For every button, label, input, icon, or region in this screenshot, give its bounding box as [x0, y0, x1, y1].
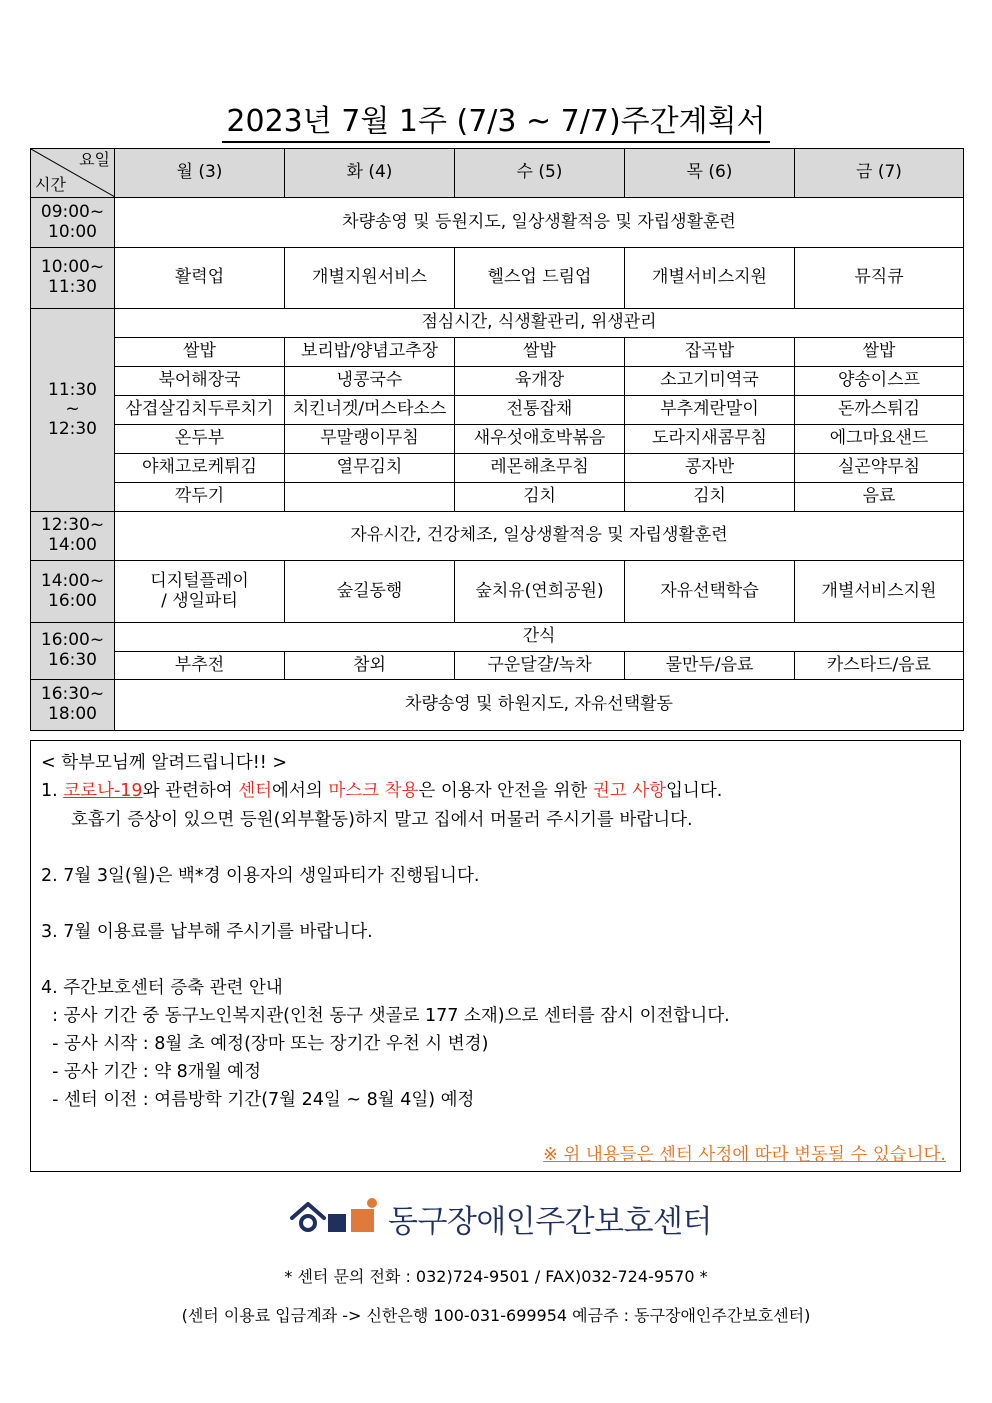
snack-heading: 간식	[115, 623, 964, 652]
notice-box	[30, 740, 961, 1172]
row-0900	[31, 198, 964, 248]
menu-item: 치킨너겟/머스타소스	[285, 396, 455, 425]
snack-item: 카스타드/음료	[795, 652, 964, 680]
menu-item: 쌀밥	[795, 338, 964, 367]
activity-cell: 개별서비스지원	[795, 561, 964, 623]
notice-item-4d: - 센터 이전 : 여름방학 기간(7월 24일 ~ 8월 4일) 예정	[41, 1090, 475, 1110]
snack-row	[31, 652, 964, 680]
activity-cell: 디지털플레이 / 생일파티	[115, 561, 285, 623]
menu-item: 냉콩국수	[285, 367, 455, 396]
corner-day-label: 요일	[79, 150, 110, 169]
page-title: 2023년 7월 1주 (7/3 ~ 7/7)주간계획서	[0, 96, 992, 140]
menu-item: 잡곡밥	[625, 338, 795, 367]
snack-heading-row	[31, 623, 964, 652]
activity-cell: 자유시간, 건강체조, 일상생활적응 및 자립생활훈련	[115, 512, 964, 561]
menu-item: 부추계란말이	[625, 396, 795, 425]
account-info: (센터 이용료 입금계좌 -> 신한은행 100-031-699954 예금주 : 동구장애인주간보호센터)	[181, 1306, 811, 1325]
activity-cell: 개별지원서비스	[285, 248, 455, 309]
day-header-tue: 화 (4)	[285, 149, 455, 198]
row-1400	[31, 561, 964, 623]
menu-item: 돈까스튀김	[795, 396, 964, 425]
activity-cell: 활력업	[115, 248, 285, 309]
notice-item-4a: : 공사 기간 중 동구노인복지관(인천 동구 샛골로 177 소재)으로 센터를 잠시 이전합니다.	[41, 1006, 730, 1026]
header-row	[31, 149, 964, 198]
activity-cell: 차량송영 및 하원지도, 자유선택활동	[115, 680, 964, 731]
menu-item: 양송이스프	[795, 367, 964, 396]
menu-item: 보리밥/양념고추장	[285, 338, 455, 367]
weekly-plan-table	[30, 148, 964, 731]
menu-item: 열무김치	[285, 454, 455, 483]
menu-item: 음료	[795, 483, 964, 512]
menu-item	[285, 483, 455, 512]
activity-cell: 헬스업 드림업	[455, 248, 625, 309]
menu-row	[31, 367, 964, 396]
menu-item: 김치	[455, 483, 625, 512]
menu-item: 에그마요샌드	[795, 425, 964, 454]
corner-time-label: 시간	[35, 174, 66, 194]
notice-item-4c: - 공사 기간 : 약 8개월 예정	[41, 1062, 261, 1082]
menu-item: 육개장	[455, 367, 625, 396]
menu-item: 레몬해초무침	[455, 454, 625, 483]
snack-item: 물만두/음료	[625, 652, 795, 680]
notice-item-3: 3. 7월 이용료를 납부해 주시기를 바랍니다.	[41, 922, 373, 942]
disclaimer: ※ 위 내용들은 센터 사정에 따라 변동될 수 있습니다.	[543, 1145, 946, 1165]
row-1000	[31, 248, 964, 309]
row-1630	[31, 680, 964, 731]
day-header-thu: 목 (6)	[625, 149, 795, 198]
menu-item: 삼겹살김치두루치기	[115, 396, 285, 425]
time-cell: 09:00~ 10:00	[31, 198, 115, 248]
day-header-fri: 금 (7)	[795, 149, 964, 198]
menu-row	[31, 483, 964, 512]
notice-item-1: 1. 코로나-19와 관련하여 센터에서의 마스크 착용은 이용자 안전을 위한 권고 사항입니다.	[41, 781, 723, 801]
center-name: 동구장애인주간보호센터	[388, 1203, 712, 1240]
corner-cell	[31, 149, 115, 198]
menu-item: 새우섯애호박볶음	[455, 425, 625, 454]
menu-item: 북어해장국	[115, 367, 285, 396]
time-cell: 11:30 ~ 12:30	[31, 309, 115, 512]
menu-item: 깍두기	[115, 483, 285, 512]
day-header-mon: 월 (3)	[115, 149, 285, 198]
menu-item: 실곤약무침	[795, 454, 964, 483]
time-cell: 14:00~ 16:00	[31, 561, 115, 623]
snack-item: 참외	[285, 652, 455, 680]
menu-row	[31, 454, 964, 483]
menu-item: 소고기미역국	[625, 367, 795, 396]
menu-item: 도라지새콤무침	[625, 425, 795, 454]
menu-item: 온두부	[115, 425, 285, 454]
lunch-heading: 점심시간, 식생활관리, 위생관리	[115, 309, 964, 338]
menu-row	[31, 425, 964, 454]
activity-cell: 개별서비스지원	[625, 248, 795, 309]
activity-cell: 뮤직큐	[795, 248, 964, 309]
logo-house-icon	[288, 1196, 380, 1240]
menu-row	[31, 396, 964, 425]
time-cell: 12:30~ 14:00	[31, 512, 115, 561]
menu-item: 야채고로케튀김	[115, 454, 285, 483]
activity-cell: 숲길동행	[285, 561, 455, 623]
activity-cell: 숲치유(연희공원)	[455, 561, 625, 623]
lunch-heading-row	[31, 309, 964, 338]
notice-item-4b: - 공사 시작 : 8월 초 예정(장마 또는 장기간 우천 시 변경)	[41, 1034, 489, 1054]
activity-cell: 자유선택학습	[625, 561, 795, 623]
time-cell: 10:00~ 11:30	[31, 248, 115, 309]
menu-item: 쌀밥	[115, 338, 285, 367]
contact-info: * 센터 문의 전화 : 032)724-9501 / FAX)032-724-9570 *	[284, 1267, 708, 1286]
menu-item: 콩자반	[625, 454, 795, 483]
time-cell: 16:00~ 16:30	[31, 623, 115, 680]
notice-item-1-line2: 호흡기 증상이 있으면 등원(외부활동)하지 말고 집에서 머물러 주시기를 바랍니다.	[71, 810, 693, 830]
snack-item: 부추전	[115, 652, 285, 680]
menu-row	[31, 338, 964, 367]
row-1230	[31, 512, 964, 561]
menu-item: 김치	[625, 483, 795, 512]
notice-item-4: 4. 주간보호센터 증축 관련 안내	[41, 978, 283, 998]
menu-item: 쌀밥	[455, 338, 625, 367]
activity-cell: 차량송영 및 등원지도, 일상생활적응 및 자립생활훈련	[115, 198, 964, 248]
center-logo	[288, 1196, 712, 1240]
notice-heading: < 학부모님께 알려드립니다!! >	[41, 753, 287, 773]
snack-item: 구운달걀/녹차	[455, 652, 625, 680]
menu-item: 전통잡채	[455, 396, 625, 425]
day-header-wed: 수 (5)	[455, 149, 625, 198]
notice-item-2: 2. 7월 3일(월)은 백*경 이용자의 생일파티가 진행됩니다.	[41, 866, 480, 886]
time-cell: 16:30~ 18:00	[31, 680, 115, 731]
menu-item: 무말랭이무침	[285, 425, 455, 454]
